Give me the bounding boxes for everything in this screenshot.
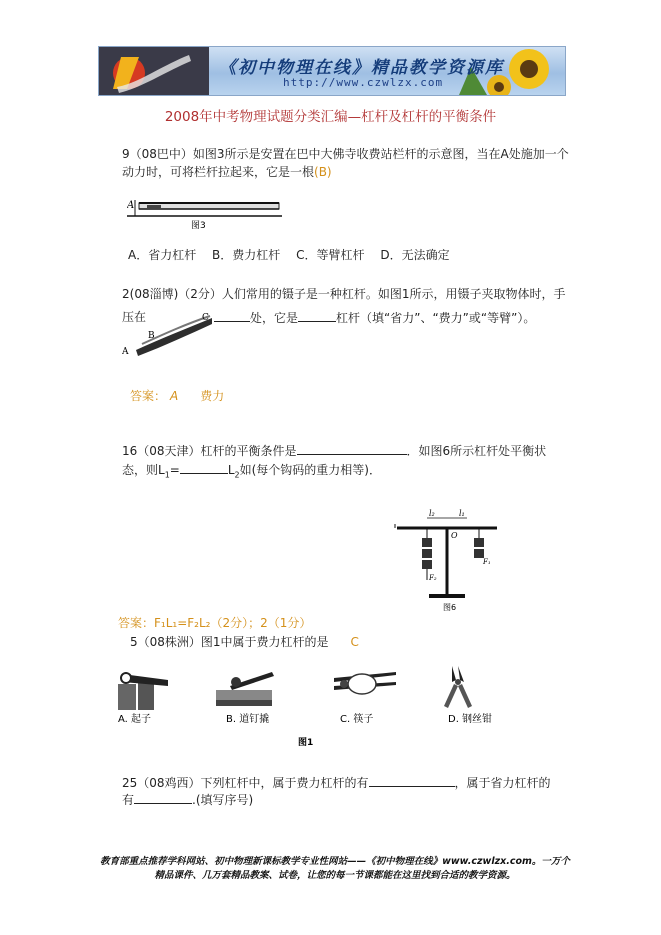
q25-line1-start: 25（08鸡西）下列杠杆中，属于费力杠杆的有 [122, 776, 369, 790]
q5-figures [112, 660, 502, 750]
q16-line1-start: 16（08天津）杠杆的平衡条件是 [122, 444, 297, 458]
q9-options [128, 246, 450, 265]
q2-blank-2[interactable] [298, 308, 336, 322]
q25-line2 [122, 790, 253, 810]
q16-blank-2[interactable] [180, 460, 228, 474]
footer [95, 855, 575, 883]
q5-caption-d: D. 钢丝钳 [448, 714, 493, 725]
q5-figure-caption: 图1 [298, 738, 314, 748]
q9-line1: 9（08巴中）如图3所示是安置在巴中大佛寺收费站栏杆的示意图，当在A处施加一个 [122, 147, 569, 161]
q2-line2-rest [214, 308, 535, 328]
q9-line2-text: 动力时，可将栏杆拉起来，它是一根 [122, 165, 315, 179]
q25-blank-1[interactable] [369, 773, 455, 787]
q2-figure-label-b: B [148, 331, 155, 341]
q16-blank-1[interactable] [297, 441, 407, 455]
q16-sub2: 2 [234, 470, 240, 480]
q2-line2-start: 压在 [122, 310, 147, 324]
q25-line2-end: .(填写序号) [192, 793, 254, 807]
q16-figure-lever [393, 506, 503, 612]
q2-answer-label: 答案： [130, 389, 167, 403]
q16-label-f1: F₁ [483, 558, 491, 566]
q2-line2-end: 杠杆（填“省力”、“费力”或“等臂”）。 [336, 311, 536, 325]
q2-blank-1[interactable] [214, 308, 250, 322]
q16-line2 [122, 460, 381, 484]
pliers-icon [444, 666, 472, 708]
q16-answer: 答案：F₁L₁=F₂L₂（2分）；2（1分） [118, 616, 312, 630]
banner-title: 《初中物理在线》精品教学资源库 [219, 58, 504, 78]
q9-figure-label-a: A [127, 200, 135, 211]
banner-url[interactable]: http://www.czwlzx.com [283, 76, 444, 89]
q5-caption-c: C. 筷子 [340, 714, 374, 725]
footer-line1: 教育部重点推荐学科网站、初中物理新课标教学专业性网站——《初中物理在线》www.czwlzx.com。一万个 [100, 856, 570, 867]
q25-line2-start: 有 [122, 793, 135, 807]
q2-line2-mid: 处，它是 [250, 311, 299, 325]
q9-option-d[interactable]: D．无法确定 [380, 248, 450, 262]
q25-blank-2[interactable] [134, 790, 192, 804]
q16-label-f2: F₂ [429, 574, 437, 582]
q16-eq: = [169, 463, 180, 477]
q2-figure-label-a: A [122, 347, 129, 357]
footer-line2: 精品课件、几万套精品教案、试卷，让您的每一节课都能在这里找到合适的教学资源。 [154, 870, 516, 881]
q2-answer-a: A [170, 389, 179, 403]
q5-answer: C [350, 635, 359, 649]
q5-caption-b: B. 道钉撬 [226, 714, 270, 725]
q2-line1: 2(08淄博)（2分）人们常用的镊子是一种杠杆。如图1所示，用镊子夹取物体时，手 [122, 287, 566, 301]
q9-figure-caption: 图3 [191, 221, 206, 231]
page-title: 2008年中考物理试题分类汇编—杠杆及杠杆的平衡条件 [164, 109, 497, 125]
header-banner [98, 46, 566, 96]
q9-answer: (B) [314, 165, 332, 179]
q2-answer-b: 费力 [200, 389, 225, 403]
q25-line1-end: ，属于省力杠杆的 [454, 776, 551, 790]
q5-line1-text: 5（08株洲）图1中属于费力杠杆的是 [130, 635, 329, 649]
q2-figure-tweezers [122, 308, 217, 358]
q5-line1 [130, 633, 359, 652]
q16-line2-start: 态，则L [122, 463, 165, 477]
q16-sub1: 1 [164, 470, 170, 480]
q16-line1-end: ．如图6所示杠杆处平衡状 [406, 444, 547, 458]
q16-label-l1: l₁ [459, 509, 465, 518]
q2-answer [130, 387, 224, 404]
chopsticks-icon [334, 672, 396, 694]
q16-label-l2: l₂ [429, 509, 435, 518]
q16-line2-end: 如(每个钩码的重力相等)． [239, 463, 381, 477]
q9-option-c[interactable]: C．等臂杠杆 [296, 248, 365, 262]
q5-caption-a: A. 起子 [118, 714, 152, 725]
q9-line2 [122, 163, 332, 182]
q9-option-a[interactable]: A．省力杠杆 [128, 248, 197, 262]
q16-figure-caption: 图6 [443, 603, 457, 612]
q16-line1 [122, 441, 546, 461]
q9-figure [127, 194, 282, 234]
bottle-opener-icon [118, 673, 168, 710]
q16-label-o: O [451, 531, 458, 540]
q16-line2-mid: L [227, 463, 235, 477]
q9-option-b[interactable]: B．费力杠杆 [212, 248, 281, 262]
crowbar-icon [216, 672, 274, 706]
q2-figure-label-c: C [202, 313, 209, 323]
